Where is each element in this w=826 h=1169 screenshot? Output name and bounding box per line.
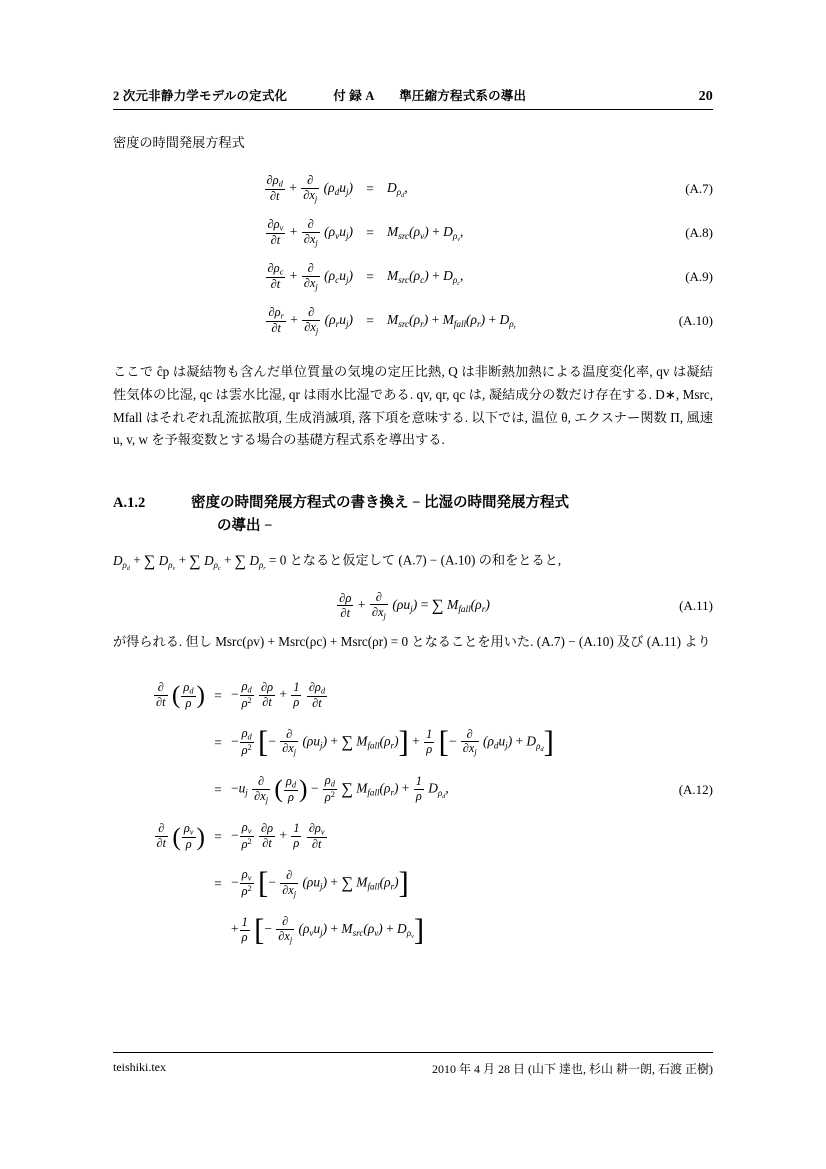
equation-tag: (A.11)	[679, 597, 713, 613]
paragraph-sum-text: となると仮定して (A.7) − (A.10) の和をとると,	[289, 552, 562, 568]
section-number: A.1.2	[113, 495, 146, 511]
equation-row: $\frac{\partial}{\partial t}$ ( $\frac{\rho_v}{\rho}$ ) = − $\frac{\rho_v}{\rho^2}$ $\frac{\partial\rho}{\partial t}$ + $\frac{1}{\rho}$ $\frac{\partial\rho_v}{\partial t}$	[156, 820, 325, 852]
running-head-appendix	[333, 86, 526, 104]
equation-row: = − $\frac{\rho_d}{\rho^2}$ [− $\frac{\partial}{\partial x_j}$ $(\rho u_j)$ + ∑ $M_{fall}(\rho_r)$] + $\frac{1}{\rho}$ [− $\frac{\partial}{\partial x_j}$ $(\rho_du_j) + D_{\rho_d}$]	[214, 725, 554, 760]
equation-row: $\frac{\partial}{\partial t}$ ( $\frac{\rho_d}{\rho}$ ) = − $\frac{\rho_d}{\rho^2}$ $\frac{\partial\rho}{\partial t}$ + $\frac{1}{\rho}$ $\frac{\partial\rho_d}{\partial t}$	[156, 679, 326, 711]
section-title-line2: の導出 −	[217, 518, 273, 535]
footer-filename: teishiki.tex	[113, 1060, 166, 1074]
equation-row: $\frac{\partial\rho_r}{\partial t}$ + $\frac{\partial}{\partial x_j}$ $(\rho_ru_j)$ = $M_{src}(\rho_r) + M_{fall}(\rho_r) + D_{\rho_r}$ (A.10)	[113, 299, 713, 343]
running-head-appendix-title: 準圧縮方程式系の導出	[399, 89, 527, 103]
equation-tag: (A.9)	[685, 269, 713, 285]
equation-row: = $-u_j$ $\frac{\partial}{\partial x_j}$ ( $\frac{\rho_d}{\rho}$ ) − $\frac{\rho_d}{\rho^2}$ ∑ $M_{fall}(\rho_r)$ + $\frac{1}{\rho}$ $D_{\rho_d}$, (A.12)	[113, 766, 713, 813]
equation-row: = − $\frac{\rho_v}{\rho^2}$ [− $\frac{\partial}{\partial x_j}$ $(\rho u_j)$ + ∑ $M_{fall}(\rho_r)$]	[214, 866, 409, 901]
section-title-line1: 密度の時間発展方程式の書き換え − 比湿の時間発展方程式	[191, 495, 570, 511]
section-title	[191, 492, 713, 538]
footer-credits: 2010 年 4 月 28 日 (山下 達也, 杉山 耕一朗, 石渡 正樹)	[432, 1062, 713, 1076]
paragraph-obtained: が得られる. 但し Msrc(ρv) + Msrc(ρc) + Msrc(ρr) = 0 となることを用いた. (A.7) − (A.10) 及び (A.11) より	[113, 634, 711, 650]
paragraph-sum-assumption: $D_{\rho_d}$ + ∑ $D_{\rho_v}$ + ∑ $D_{\rho_c}$ + ∑ $D_{\rho_r} = 0$ となると仮定して (A.7) − (A.10) の和をとると,	[113, 552, 562, 572]
equation-row: + $\frac{1}{\rho}$ [− $\frac{\partial}{\partial x_j}$ $(\rho_vu_j) + M_{src}(\rho_v) + D_{\rho_v}$]	[231, 912, 425, 947]
footer-rule	[113, 1052, 713, 1053]
equation-tag: (A.8)	[685, 225, 713, 241]
header-rule	[113, 109, 713, 110]
equation-row: $\frac{\partial\rho_v}{\partial t}$ + $\frac{\partial}{\partial x_j}$ $(\rho_vu_j)$ = $M_{src}(\rho_v) + D_{\rho_v}$, (A.8)	[113, 211, 713, 255]
page-number: 20	[698, 89, 713, 104]
equation-row: $\frac{\partial\rho_c}{\partial t}$ + $\frac{\partial}{\partial x_j}$ $(\rho_cu_j)$ = $M_{src}(\rho_c) + D_{\rho_c}$, (A.9)	[113, 255, 713, 299]
paragraph-variables: ここで ĉp は凝結物も含んだ単位質量の気塊の定圧比熱, Q は非断熱加熱による温度変化率, qv は凝結性気体の比湿, qc は雲水比湿, qr は雨水比湿である. qv, qr, qc は, 凝結成分の数だけ存在する. D∗, Msrc, Mfall はそれぞれ乱流拡散項, 生成消滅項, 落下項を意味する. 以下では, 温位 θ, エクスナー関数 Π, 風速 u, v, w を予報変数とする場合の基礎方程式系を導出する.	[113, 364, 713, 448]
equation-tag: (A.10)	[678, 313, 713, 329]
equation-A11: $\frac{\partial\rho}{\partial t}$ + $\frac{\partial}{\partial x_j}$ $(\rho u_j)$ = ∑ $M_{fall}(\rho_r)$ (A.11)	[339, 590, 713, 621]
page-footer	[113, 1060, 713, 1077]
section-heading	[113, 492, 713, 538]
equation-tag: (A.7)	[685, 181, 713, 197]
running-head	[113, 86, 713, 105]
running-head-left: 2 次元非静力学モデルの定式化	[113, 89, 288, 103]
equation-tag: (A.12)	[678, 781, 713, 797]
page-content	[113, 86, 713, 953]
equation-group-derivation	[113, 672, 713, 953]
equation-group-density	[113, 167, 713, 343]
running-head-appendix-label: 付 録 A	[333, 89, 374, 103]
lead-text: 密度の時間発展方程式	[113, 135, 245, 150]
equation-row: $\frac{\partial\rho_d}{\partial t}$ + $\frac{\partial}{\partial x_j}$ $(\rho_du_j)$ = $D_{\rho_d}$, (A.7)	[113, 167, 713, 211]
